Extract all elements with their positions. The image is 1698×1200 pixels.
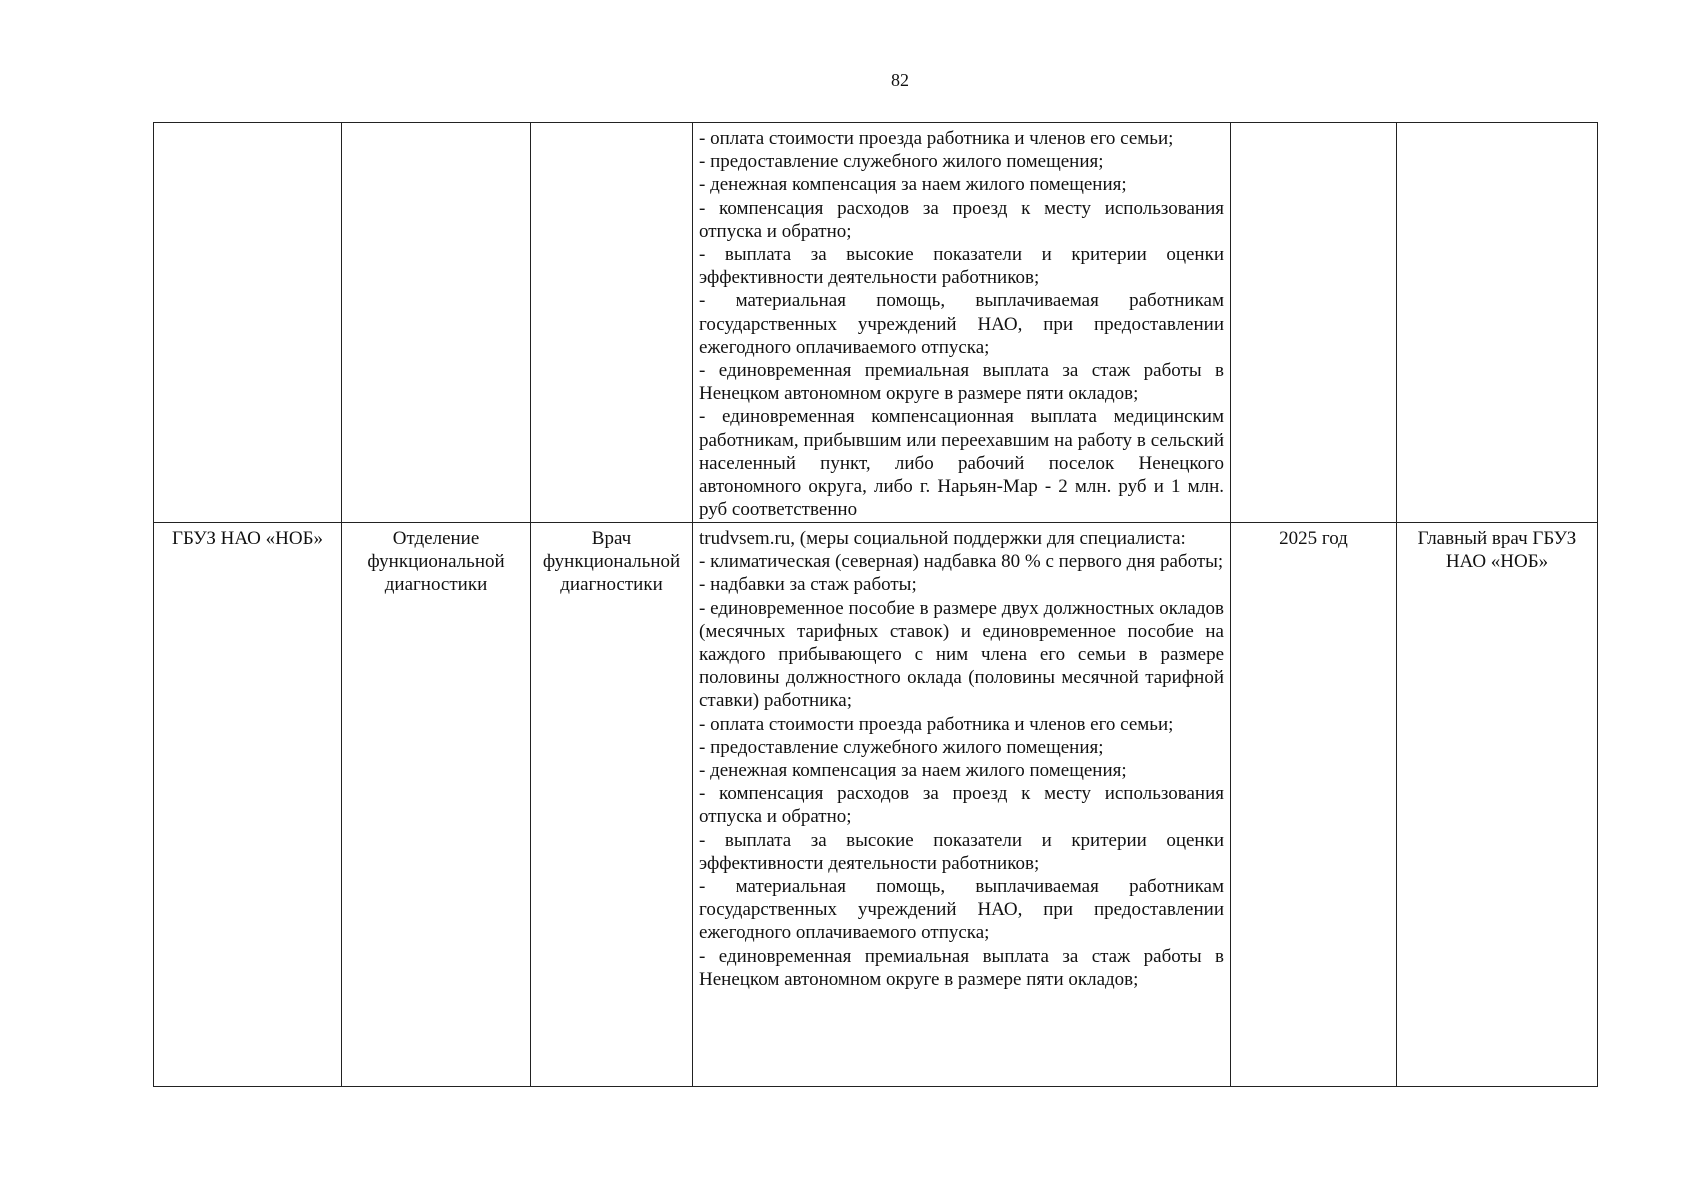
measure-item: - единовременная премиальная выплата за стаж работы в Ненецком автономном округе в размере пяти окладов; — [699, 945, 1224, 990]
measure-item: - надбавки за стаж работы; — [699, 574, 917, 596]
organization-cell: ГБУЗ НАО «НОБ» — [154, 523, 342, 1087]
department-cell — [342, 123, 531, 523]
measure-item: - денежная компенсация за наем жилого помещения; — [699, 174, 1127, 196]
table-row — [154, 123, 1598, 523]
period-cell — [1231, 123, 1397, 523]
measure-item: - предоставление служебного жилого помещения; — [699, 736, 1104, 758]
measure-item: - оплата стоимости проезда работника и членов его семьи; — [699, 713, 1174, 735]
measure-item: - материальная помощь, выплачиваемая работникам государственных учреждений НАО, при предоставлении ежегодного оплачиваемого отпуска; — [699, 876, 1224, 944]
measure-item: - предоставление служебного жилого помещения; — [699, 151, 1104, 173]
measures-cell — [693, 523, 1231, 1087]
measure-item: - выплата за высокие показатели и критерии оценки эффективности деятельности работников; — [699, 244, 1224, 289]
measure-item: - компенсация расходов за проезд к месту использования отпуска и обратно; — [699, 197, 1224, 242]
measures-table — [153, 122, 1598, 1087]
position-cell: Врач функциональной диагностики — [531, 523, 693, 1087]
measure-item: trudvsem.ru, (меры социальной поддержки для специалиста: — [699, 528, 1186, 549]
position-cell — [531, 123, 693, 523]
measure-item: - материальная помощь, выплачиваемая работникам государственных учреждений НАО, при предоставлении ежегодного оплачиваемого отпуска; — [699, 290, 1224, 358]
measure-item: - климатическая (северная) надбавка 80 % с первого дня работы; — [699, 551, 1224, 573]
measure-item: - компенсация расходов за проезд к месту использования отпуска и обратно; — [699, 783, 1224, 828]
page-number: 82 — [891, 70, 909, 90]
measure-item: - единовременное пособие в размере двух должностных окладов (месячных тарифных ставок) и единовременное пособие на каждого прибывающего с ним члена его семьи в размере половины должностного оклада (половины месячной тарифной ставки) работника; — [699, 597, 1224, 712]
measure-item: - оплата стоимости проезда работника и членов его семьи; — [699, 128, 1174, 149]
table-row — [154, 523, 1598, 1087]
responsible-cell: Главный врач ГБУЗ НАО «НОБ» — [1397, 523, 1598, 1087]
responsible-cell — [1397, 123, 1598, 523]
organization-cell — [154, 123, 342, 523]
period-cell: 2025 год — [1231, 523, 1397, 1087]
measures-cell — [693, 123, 1231, 523]
measure-item: - выплата за высокие показатели и критерии оценки эффективности деятельности работников; — [699, 829, 1224, 874]
measure-item: - денежная компенсация за наем жилого помещения; — [699, 760, 1127, 782]
measure-item: - единовременная компенсационная выплата медицинским работникам, прибывшим или переехавшим на работу в сельский населенный пункт, либо рабочий поселок Ненецкого автономного округа, либо г. Нарьян-Мар - 2 млн. руб и 1 млн. руб соответственно — [699, 406, 1224, 521]
department-cell: Отделение функциональной диагностики — [342, 523, 531, 1087]
measure-item: - единовременная премиальная выплата за стаж работы в Ненецком автономном округе в размере пяти окладов; — [699, 360, 1224, 405]
